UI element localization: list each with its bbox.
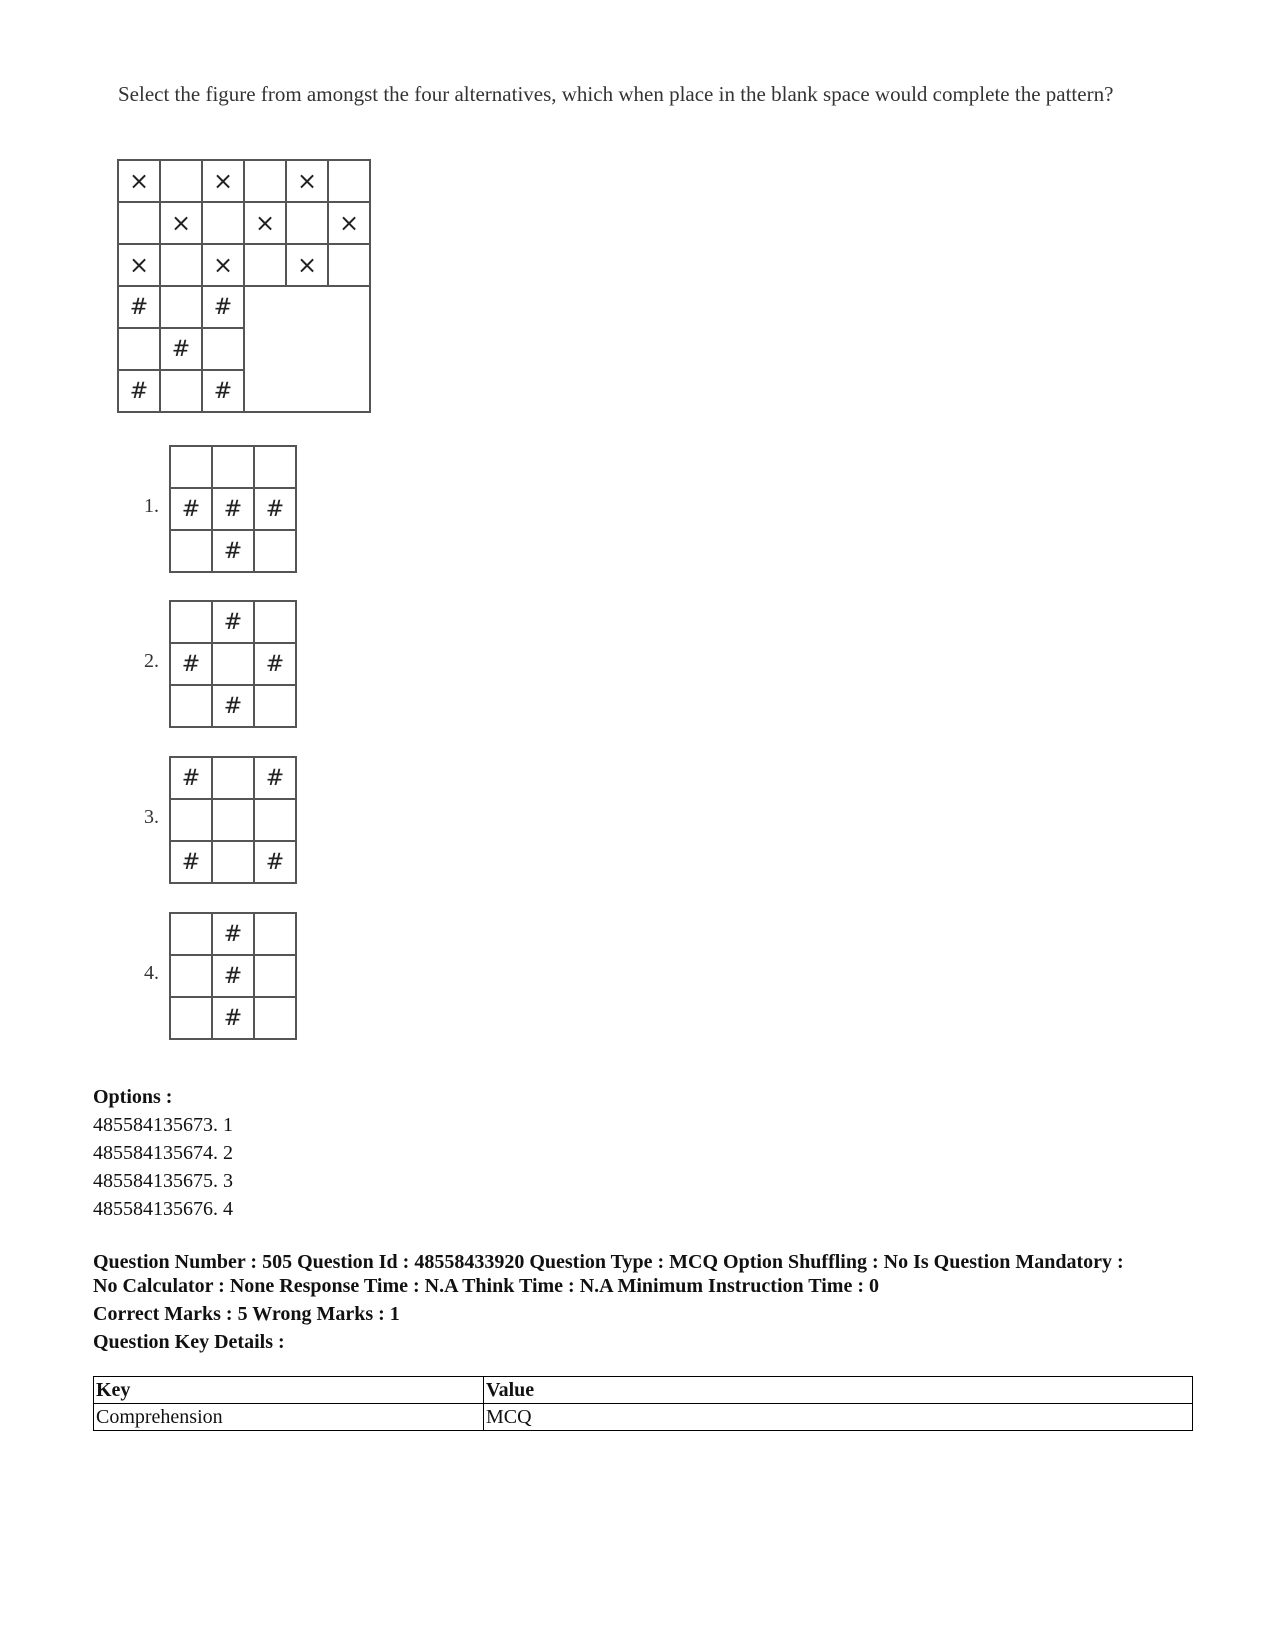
pattern-grid <box>117 159 371 413</box>
grid-cell: × <box>118 244 160 286</box>
question-meta-line-2: No Calculator : None Response Time : N.A Think Time : N.A Minimum Instruction Time : 0 <box>93 1275 879 1297</box>
option-item: 485584135673. 1 <box>93 1114 233 1136</box>
grid-cell <box>160 244 202 286</box>
grid-cell <box>160 286 202 328</box>
key-details-table <box>93 1376 1193 1431</box>
table-header: Value <box>484 1377 1193 1404</box>
grid-cell: × <box>328 202 370 244</box>
answer-figure-4 <box>169 912 297 1040</box>
option-item: 485584135676. 4 <box>93 1198 233 1220</box>
table-cell: Comprehension <box>94 1404 484 1431</box>
figure-cell <box>254 913 296 955</box>
figure-cell <box>170 601 212 643</box>
figure-cell: # <box>212 955 254 997</box>
table-cell: MCQ <box>484 1404 1193 1431</box>
grid-cell <box>328 244 370 286</box>
figure-cell <box>170 685 212 727</box>
figure-cell <box>170 997 212 1039</box>
answer-figure-label: 2. <box>144 650 159 672</box>
grid-cell: × <box>160 202 202 244</box>
grid-cell: × <box>286 160 328 202</box>
grid-cell <box>202 202 244 244</box>
figure-cell <box>212 799 254 841</box>
figure-cell: # <box>212 530 254 572</box>
figure-cell: # <box>254 643 296 685</box>
grid-cell: × <box>286 244 328 286</box>
figure-cell <box>254 446 296 488</box>
answer-figure-label: 4. <box>144 962 159 984</box>
table-row <box>94 1404 1193 1431</box>
figure-cell <box>254 685 296 727</box>
figure-cell: # <box>170 841 212 883</box>
question-meta-line-1: Question Number : 505 Question Id : 48558433920 Question Type : MCQ Option Shuffling : No Is Question Mandatory : <box>93 1251 1124 1273</box>
figure-cell <box>254 530 296 572</box>
grid-cell <box>160 160 202 202</box>
figure-cell <box>254 997 296 1039</box>
figure-cell: # <box>254 488 296 530</box>
grid-cell: # <box>118 286 160 328</box>
grid-cell: × <box>244 202 286 244</box>
figure-cell <box>212 841 254 883</box>
figure-cell <box>170 446 212 488</box>
table-header: Key <box>94 1377 484 1404</box>
figure-cell: # <box>212 685 254 727</box>
answer-figure-2 <box>169 600 297 728</box>
question-text: Select the figure from amongst the four alternatives, which when place in the blank space would complete the pattern? <box>118 82 1114 106</box>
option-item: 485584135674. 2 <box>93 1142 233 1164</box>
grid-cell: # <box>202 286 244 328</box>
figure-cell: # <box>170 488 212 530</box>
marks-line: Correct Marks : 5 Wrong Marks : 1 <box>93 1303 400 1325</box>
figure-cell <box>254 799 296 841</box>
grid-cell <box>286 202 328 244</box>
figure-cell <box>212 446 254 488</box>
figure-cell <box>170 955 212 997</box>
grid-cell <box>202 328 244 370</box>
figure-cell: # <box>212 601 254 643</box>
grid-cell <box>244 160 286 202</box>
figure-cell: # <box>212 913 254 955</box>
figure-cell <box>212 757 254 799</box>
answer-figure-label: 3. <box>144 806 159 828</box>
figure-cell <box>254 955 296 997</box>
key-details-title: Question Key Details : <box>93 1331 285 1353</box>
answer-figure-label: 1. <box>144 495 159 517</box>
figure-cell <box>254 601 296 643</box>
figure-cell: # <box>170 643 212 685</box>
option-item: 485584135675. 3 <box>93 1170 233 1192</box>
grid-cell <box>160 370 202 412</box>
grid-cell: # <box>118 370 160 412</box>
grid-cell: × <box>118 160 160 202</box>
figure-cell: # <box>254 757 296 799</box>
figure-cell: # <box>212 488 254 530</box>
grid-cell <box>244 244 286 286</box>
grid-cell <box>328 160 370 202</box>
figure-cell <box>170 913 212 955</box>
grid-cell: # <box>160 328 202 370</box>
grid-cell <box>118 328 160 370</box>
figure-cell: # <box>212 997 254 1039</box>
grid-cell: # <box>202 370 244 412</box>
grid-cell: × <box>202 160 244 202</box>
figure-cell <box>212 643 254 685</box>
grid-cell <box>118 202 160 244</box>
figure-cell <box>170 530 212 572</box>
answer-figure-3 <box>169 756 297 884</box>
grid-cell: × <box>202 244 244 286</box>
blank-space <box>244 286 370 412</box>
options-title: Options : <box>93 1086 173 1108</box>
figure-cell <box>170 799 212 841</box>
figure-cell: # <box>254 841 296 883</box>
figure-cell: # <box>170 757 212 799</box>
answer-figure-1 <box>169 445 297 573</box>
